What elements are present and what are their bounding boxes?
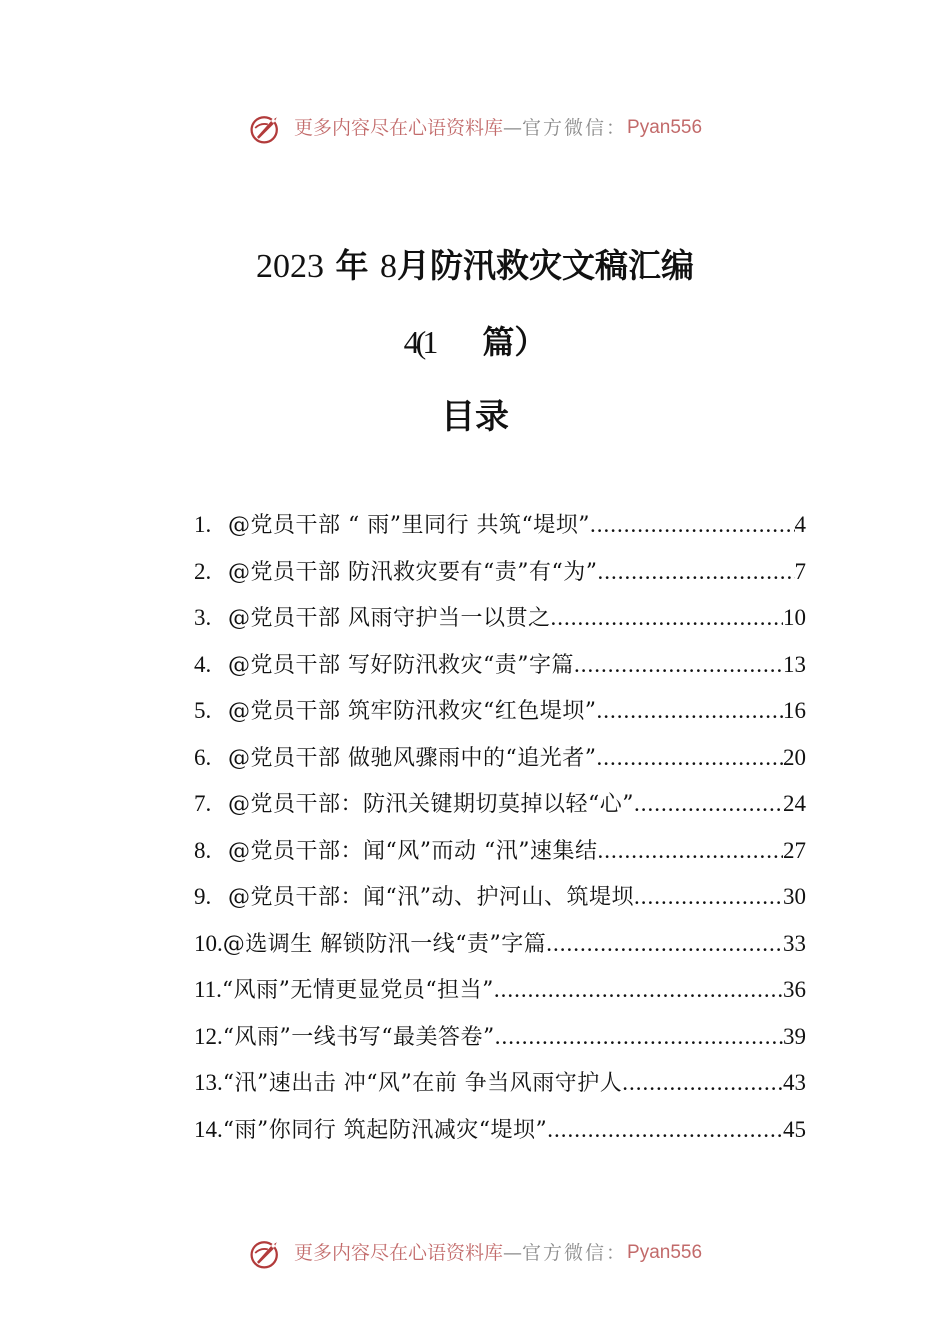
watermark-separator: — — [503, 117, 523, 139]
toc-dot-leader — [547, 1107, 783, 1154]
toc-item[interactable] — [194, 921, 806, 968]
toc-dot-leader — [574, 642, 783, 689]
pen-nib-logo-icon — [248, 110, 284, 146]
toc-item-number: 1. — [194, 512, 212, 537]
title-month: 8 — [380, 248, 397, 285]
toc-item-number: 5. — [194, 698, 212, 723]
toc-item-number: 8. — [194, 837, 212, 863]
toc-item[interactable] — [194, 781, 806, 828]
toc-dot-leader — [597, 688, 784, 735]
toc-dot-leader — [597, 549, 794, 596]
toc-item[interactable] — [194, 642, 806, 689]
toc-item-title: @党员干部：防汛关键期切莫掉以轻“心” — [228, 792, 634, 817]
toc-item[interactable] — [194, 1060, 806, 1107]
toc-dot-leader — [590, 502, 795, 549]
document-subtitle — [0, 318, 950, 366]
toc-item-number: 2. — [194, 558, 212, 584]
toc-item-title: @党员干部 防汛救灾要有“责”有“为” — [228, 559, 598, 585]
toc-item-page: 10 — [783, 605, 806, 630]
toc-item-page: 20 — [783, 744, 806, 770]
toc-item-page: 33 — [783, 930, 806, 956]
toc-item-title: “风雨”一线书写“最美答卷” — [222, 1024, 495, 1050]
toc-item-page: 30 — [783, 884, 806, 909]
toc-item-title: @党员干部 做驰风骤雨中的“追光者” — [228, 745, 597, 771]
toc-item[interactable] — [194, 1014, 806, 1061]
toc-item-page: 13 — [783, 651, 806, 677]
toc-item-page: 43 — [783, 1070, 806, 1095]
toc-dot-leader — [546, 921, 783, 968]
toc-item[interactable] — [194, 688, 806, 735]
toc-dot-leader — [495, 1014, 783, 1061]
watermark-label: 官方微信： — [522, 1242, 628, 1264]
toc-item-title: @党员干部 风雨守护当一以贯之 — [228, 606, 551, 631]
pen-nib-logo-icon — [248, 1235, 284, 1271]
toc-item-number: 10. — [194, 930, 223, 956]
toc-item-title: “风雨”无情更显党员“担当” — [221, 978, 494, 1003]
toc-item[interactable] — [194, 967, 806, 1014]
footer-watermark — [0, 1232, 950, 1272]
header-watermark — [0, 107, 950, 147]
toc-item-title: “汛”速出击 冲“风”在前 争当风雨守护人 — [222, 1071, 623, 1096]
toc-dot-leader — [597, 735, 784, 782]
table-of-contents — [194, 502, 806, 1153]
toc-item[interactable] — [194, 595, 806, 642]
subtitle-rest: 篇） — [482, 323, 547, 361]
toc-item-number: 14. — [194, 1116, 223, 1142]
toc-item-page: 16 — [783, 698, 806, 723]
toc-item-title: @党员干部：闻“汛”动、护河山、筑堤坝 — [228, 885, 634, 910]
toc-item[interactable] — [194, 549, 806, 596]
toc-dot-leader — [597, 828, 783, 875]
toc-item-page: 7 — [794, 558, 806, 584]
toc-item-number: 6. — [194, 744, 212, 770]
title-year: 2023 — [256, 248, 324, 285]
watermark-label: 官方微信： — [522, 117, 628, 139]
watermark-main-text: 更多内容尽在心语资料库 — [294, 1242, 504, 1264]
toc-item[interactable] — [194, 735, 806, 782]
toc-item-number: 12. — [194, 1023, 223, 1049]
document-title — [0, 242, 950, 291]
toc-dot-leader — [622, 1060, 783, 1107]
toc-item[interactable] — [194, 874, 806, 921]
toc-item[interactable] — [194, 828, 806, 875]
toc-item-page: 39 — [783, 1023, 806, 1049]
toc-item-number: 3. — [194, 605, 212, 630]
toc-dot-leader — [634, 874, 783, 921]
toc-item-number: 7. — [194, 791, 212, 816]
toc-item-number: 9. — [194, 884, 212, 909]
toc-item-number: 11. — [194, 977, 222, 1002]
toc-item-title: @选调生 解锁防汛一线“责”字篇 — [222, 931, 547, 957]
toc-item-page: 45 — [783, 1116, 806, 1142]
toc-item-title: @党员干部 “ 雨”里同行 共筑“堤坝” — [228, 513, 590, 538]
toc-dot-leader — [551, 595, 784, 642]
toc-item[interactable] — [194, 1107, 806, 1154]
watermark-code: Pyan556 — [627, 117, 703, 138]
toc-item-number: 4. — [194, 651, 212, 677]
title-year-suffix: 年 — [335, 246, 369, 285]
toc-item-title: @党员干部 筑牢防汛救灾“红色堤坝” — [228, 699, 597, 724]
watermark-separator: — — [503, 1242, 523, 1264]
subtitle-count: 4(1 — [403, 324, 435, 360]
toc-item-page: 24 — [783, 791, 806, 816]
watermark-code: Pyan556 — [627, 1242, 703, 1263]
toc-dot-leader — [494, 967, 783, 1014]
toc-item-page: 36 — [783, 977, 806, 1002]
title-rest: 月防汛救灾文稿汇编 — [397, 246, 694, 285]
toc-item-title: @党员干部：闻“风”而动 “汛”速集结 — [228, 838, 598, 864]
toc-item-title: “雨”你同行 筑起防汛减灾“堤坝” — [222, 1117, 548, 1143]
toc-item-page: 4 — [794, 512, 806, 537]
toc-item-number: 13. — [194, 1070, 223, 1095]
toc-heading: 目录 — [441, 397, 509, 437]
toc-item[interactable] — [194, 502, 806, 549]
toc-item-title: @党员干部 写好防汛救灾“责”字篇 — [228, 652, 574, 678]
watermark-main-text: 更多内容尽在心语资料库 — [294, 117, 504, 139]
toc-item-page: 27 — [783, 837, 806, 863]
toc-dot-leader — [634, 781, 783, 828]
